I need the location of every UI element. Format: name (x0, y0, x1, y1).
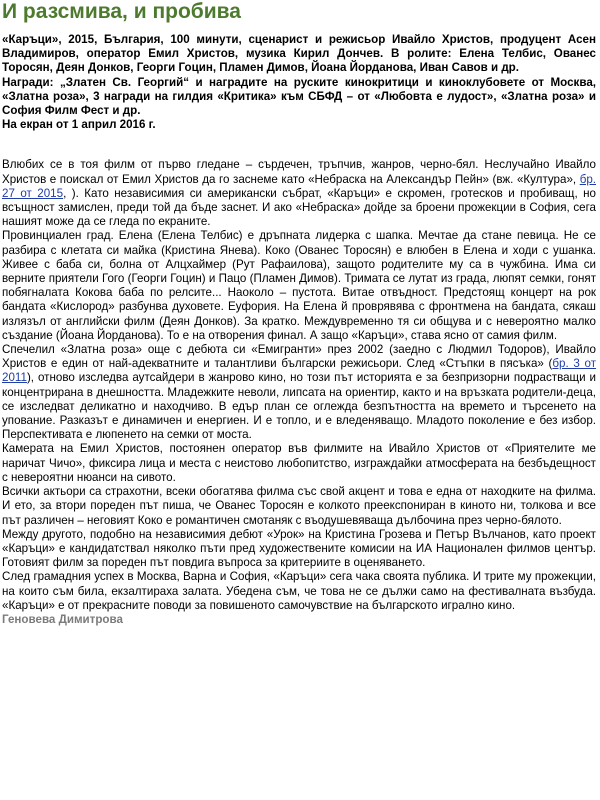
article (2, 0, 596, 627)
paragraph-text: , ). Като независимия си американски събрат, «Каръци» е скромен, гротесков и пробиващ, но всъщност замислен, преди той да бъде заснет. И ако «Небраска» дойде за броени прожекции в София, сега нашият може да се гледа по екраните. (2, 186, 596, 229)
credits-release-date: На екран от 1 април 2016 г. (2, 118, 156, 132)
credits-awards: Награди: „Златен Св. Георгий“ и наградите на руските кинокритици и киноклубовете от Москва, «Златна роза», 3 награди на гилдия «Критика» към СБФД – от «Любовта е лудост», «Златна роза» и София Филм Фест и др. (2, 75, 596, 118)
credits-cast-crew: «Каръци», 2015, България, 100 минути, сценарист и режисьор Ивайло Христов, продуцент Асен Владимиров, оператор Емил Христов, музика Кирил Дончев. В ролите: Елена Телбис, Ованес Торосян, Деян Донков, Георги Гоцин, Пламен Димов, Йоана Йорданова, Иван Савов и др. (2, 33, 596, 75)
spacer (2, 132, 596, 158)
issue-link[interactable]: бр. 27 от 2015 (2, 172, 596, 200)
paragraph: Провинциален град. Елена (Елена Телбис) е дръпната лидерка с шапка. Мечтае да стане певица. Не се разбира с клетата си майка (Кристина Янева). Коко (Ованес Торосян) е влюбен в Елена и ходи с ушанка. Живее с баба си, болна от Алцхаймер (Рут Рафаилова), защото родителите му са в чужбина. Има си верните приятели Гого (Георги Гоцин) и Пацо (Пламен Димов). Тримата се лутат из града, люпят семки, гонят побягналата Кокова баба по релсите... Наоколо – пустота. Витае отвъдност. Предстоящ концерт на рок бандата «Кислород» разбунва духовете. Еуфория. На Елена й проврявява с фронтмена на бандата, сякаш излязъл от английски филм (Деян Донков). За кратко. Междувременно тя си общува и с невероятно малко създание (Йоана Йорданова). То е на отворения финал. А защо «Каръци», става ясно от самия филм. (2, 229, 596, 342)
article-body (2, 158, 596, 613)
paragraph: След грамадния успех в Москва, Варна и София, «Каръци» сега чака своята публика. И трите му прожекции, на които съм била, екзалтираха залата. Убедена съм, че това не се дължи само на фестивалната възбуда. «Каръци» е от прекрасните поводи за повишеното самочувствие на българското игрално кино. (2, 570, 596, 612)
paragraph-text: Влюбих се в тоя филм от първо гледане – сърдечен, тръпчив, жанров, черно-бял. Неслучайно Ивайло Христов е поискал от Емил Христов да го заснеме като «Небраска на Александър Пейн» (вж. «Култура», (2, 158, 596, 186)
article-title: И разсмива, и пробива (2, 0, 241, 23)
paragraph-text: ), отново изследва аутсайдери в жанрово кино, но този път историята е за безпризорни подрастващи и концентрирана в днешността. Младежките неволи, липсата на ориентир, както и на връзката родители-деца, се изследват деликатно и находчиво. В едър план се оглежда безпътността на времето и търсенето на упование. Разказът е динамичен и енергиен. И е топло, и е вледеняващо. Младото поколение е без избор. Перспективата е люпенето на семки от моста. (2, 371, 596, 442)
paragraph: Между другото, подобно на независимия дебют «Урок» на Кристина Грозева и Петър Вълчанов, като проект «Каръци» е кандидатствал няколко пъти пред художествените комисии на ИА Национален филмов център. Готовият филм за пореден път повдига въпроса за критериите в оценяването. (2, 527, 596, 570)
paragraph-text: Спечелил «Златна роза» още с дебюта си «Емигранти» през 2002 (заедно с Людмил Тодоров), Ивайло Христов е един от най-адекватните и талантливи български режисьори. След «Стъпки в пясъка» ( (2, 343, 596, 371)
paragraph (2, 343, 596, 442)
author-name: Геновева Димитрова (2, 612, 123, 626)
issue-link[interactable]: бр. 3 от 2011 (2, 357, 597, 385)
paragraph: Всички актьори са страхотни, всеки обогатява филма със свой акцент и това е една от находките на филма. И ето, за втори пореден път пиша, че Ованес Торосян е колкото преекспониран в киното ни, толкова и все път различен – неговият Коко е романтичен смотаняк с въодушевяваща дълбочина през черно-бялото. (2, 485, 596, 527)
film-credits (2, 33, 596, 132)
paragraph: Камерата на Емил Христов, постоянен оператор във филмите на Ивайло Христов от «Приятелите ме наричат Чичо», фиксира лица и места с неистово любопитство, изграждайки атмосферата на безбъдещност с невероятни нюанси на сивото. (2, 442, 596, 484)
paragraph (2, 158, 596, 229)
